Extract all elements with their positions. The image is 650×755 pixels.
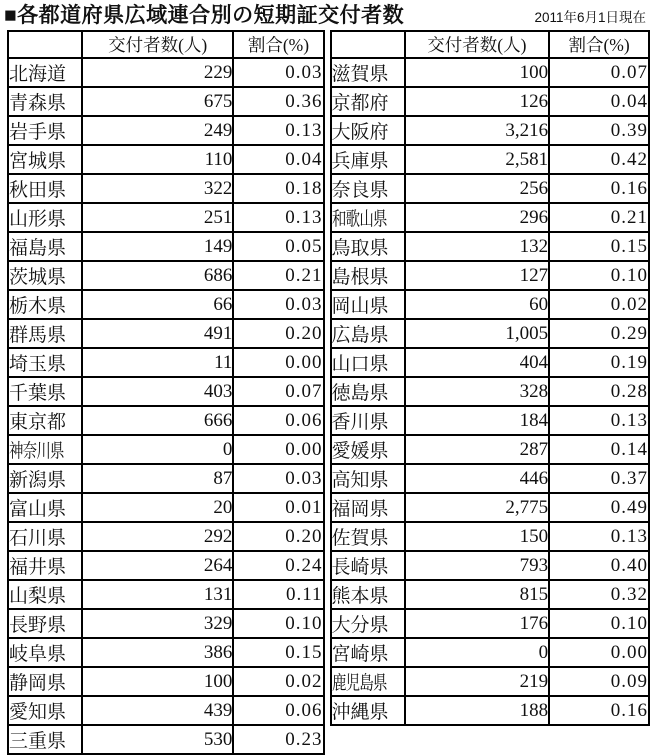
prefecture-name: 栃木県 [9,296,67,317]
prefecture-name: 新潟県 [9,470,67,491]
prefecture-name-cell [8,464,82,493]
recipient-count-cell: 386 [82,638,233,667]
recipient-count-cell: 100 [82,667,233,696]
recipient-count-cell: 66 [82,290,233,319]
corner-cell [8,31,82,58]
prefecture-name-cell [331,551,405,580]
prefecture-name-cell [331,145,405,174]
prefecture-name: 青森県 [9,93,67,114]
prefecture-name-cell [331,464,405,493]
prefecture-name-cell [8,725,82,754]
recipient-count-cell: 446 [405,464,550,493]
prefecture-name-cell [331,696,405,725]
prefecture-name-cell [331,116,405,145]
table-row [331,580,649,609]
ratio-cell: 0.21 [549,203,649,232]
ratio-cell: 0.32 [549,580,649,609]
prefecture-name: 熊本県 [331,586,389,607]
table-row [331,667,649,696]
prefecture-name-cell [331,348,405,377]
ratio-cell: 0.06 [233,696,323,725]
prefecture-name-cell [331,493,405,522]
table-row [8,377,324,406]
ratio-cell: 0.16 [549,696,649,725]
prefecture-name-cell [331,290,405,319]
prefecture-name-cell [8,609,82,638]
prefecture-name-cell [8,493,82,522]
ratio-cell: 0.39 [549,116,649,145]
ratio-cell: 0.10 [233,609,323,638]
prefecture-name-cell [8,406,82,435]
table-row [331,551,649,580]
prefecture-name: 徳島県 [331,383,389,404]
recipient-count-cell: 11 [82,348,233,377]
ratio-cell: 0.19 [549,348,649,377]
prefecture-name-cell [331,319,405,348]
recipient-count-cell: 530 [82,725,233,754]
ratio-cell: 0.20 [233,522,323,551]
ratio-cell: 0.00 [233,348,323,377]
table-row [331,609,649,638]
prefecture-name-cell [8,580,82,609]
table-body-left [8,58,324,754]
prefecture-name: 宮崎県 [331,644,389,665]
recipient-count-cell: 491 [82,319,233,348]
prefecture-name-cell [331,522,405,551]
ratio-cell: 0.04 [549,87,649,116]
recipient-count-cell: 184 [405,406,550,435]
recipient-count-cell: 322 [82,174,233,203]
prefecture-name: 山口県 [331,354,389,375]
recipient-count-cell: 296 [405,203,550,232]
ratio-cell: 0.37 [549,464,649,493]
table-row [8,580,324,609]
corner-cell [331,31,405,58]
ratio-cell: 0.42 [549,145,649,174]
recipient-count-cell: 1,005 [405,319,550,348]
prefecture-name: 石川県 [9,528,67,549]
recipient-count-cell: 60 [405,290,550,319]
recipient-count-cell: 404 [405,348,550,377]
recipient-count-cell: 100 [405,58,550,87]
prefecture-name-cell [8,232,82,261]
prefecture-name: 長崎県 [331,557,389,578]
recipient-count-cell: 127 [405,261,550,290]
ratio-cell: 0.06 [233,406,323,435]
ratio-cell: 0.13 [549,406,649,435]
recipient-count-cell: 149 [82,232,233,261]
table-row [8,145,324,174]
ratio-cell: 0.11 [233,580,323,609]
prefecture-name-cell [8,319,82,348]
table-row [8,725,324,754]
ratio-cell: 0.00 [549,638,649,667]
prefecture-name-cell [8,87,82,116]
recipient-count-cell: 249 [82,116,233,145]
ratio-cell: 0.49 [549,493,649,522]
table-row [8,696,324,725]
recipient-count-cell: 256 [405,174,550,203]
prefecture-name: 島根県 [331,267,389,288]
prefecture-table-left [7,30,325,755]
prefecture-name: 岡山県 [331,296,389,317]
prefecture-name: 岐阜県 [9,644,67,665]
table-row [8,232,324,261]
table-row [331,261,649,290]
column-header-ratio: 割合(%) [549,31,649,58]
date-note: 2011年6月1日現在 [534,9,646,25]
recipient-count-cell: 229 [82,58,233,87]
recipient-count-cell: 2,775 [405,493,550,522]
prefecture-name-cell [8,145,82,174]
ratio-cell: 0.02 [549,290,649,319]
prefecture-name: 福岡県 [331,499,389,520]
ratio-cell: 0.00 [233,435,323,464]
table-row [8,435,324,464]
prefecture-name: 茨城県 [9,267,67,288]
table-row [8,493,324,522]
column-header-count: 交付者数(人) [82,31,233,58]
ratio-cell: 0.14 [549,435,649,464]
recipient-count-cell: 188 [405,696,550,725]
prefecture-name: 愛知県 [9,702,67,723]
prefecture-name: 鹿児島県 [331,673,387,694]
recipient-count-cell: 131 [82,580,233,609]
ratio-cell: 0.23 [233,725,323,754]
column-header-ratio: 割合(%) [233,31,323,58]
ratio-cell: 0.13 [233,116,323,145]
ratio-cell: 0.18 [233,174,323,203]
ratio-cell: 0.10 [549,261,649,290]
header-row [8,31,324,58]
prefecture-name: 沖縄県 [331,702,389,723]
table-row [331,319,649,348]
ratio-cell: 0.29 [549,319,649,348]
ratio-cell: 0.10 [549,609,649,638]
prefecture-name-cell [331,638,405,667]
prefecture-name-cell [331,87,405,116]
table-row [331,696,649,725]
ratio-cell: 0.24 [233,551,323,580]
prefecture-name: 香川県 [331,412,389,433]
recipient-count-cell: 264 [82,551,233,580]
prefecture-name: 長野県 [9,615,67,636]
ratio-cell: 0.03 [233,464,323,493]
recipient-count-cell: 675 [82,87,233,116]
prefecture-name: 高知県 [331,470,389,491]
prefecture-name: 北海道 [9,64,67,85]
prefecture-name: 秋田県 [9,180,67,201]
prefecture-name: 神奈川県 [9,441,64,462]
header-row [331,31,649,58]
recipient-count-cell: 686 [82,261,233,290]
table-row [8,174,324,203]
recipient-count-cell: 0 [82,435,233,464]
table-row [8,464,324,493]
prefecture-name-cell [331,435,405,464]
table-row [331,232,649,261]
table-row [8,319,324,348]
recipient-count-cell: 20 [82,493,233,522]
table-row [331,87,649,116]
prefecture-name: 滋賀県 [331,64,389,85]
table-row [331,145,649,174]
prefecture-name-cell [8,435,82,464]
prefecture-name: 愛媛県 [331,441,389,462]
ratio-cell: 0.02 [233,667,323,696]
ratio-cell: 0.05 [233,232,323,261]
prefecture-name-cell [331,667,405,696]
table-body-right [331,58,649,725]
ratio-cell: 0.07 [233,377,323,406]
ratio-cell: 0.40 [549,551,649,580]
ratio-cell: 0.03 [233,290,323,319]
ratio-cell: 0.36 [233,87,323,116]
prefecture-name-cell [8,522,82,551]
recipient-count-cell: 251 [82,203,233,232]
ratio-cell: 0.21 [233,261,323,290]
table-row [8,87,324,116]
recipient-count-cell: 126 [405,87,550,116]
table-row [331,493,649,522]
recipient-count-cell: 2,581 [405,145,550,174]
ratio-cell: 0.04 [233,145,323,174]
prefecture-name: 大阪府 [331,122,389,143]
recipient-count-cell: 0 [405,638,550,667]
prefecture-name: 和歌山県 [331,209,387,230]
recipient-count-cell: 329 [82,609,233,638]
ratio-cell: 0.03 [233,58,323,87]
prefecture-name-cell [8,696,82,725]
prefecture-name: 東京都 [9,412,67,433]
ratio-cell: 0.01 [233,493,323,522]
recipient-count-cell: 292 [82,522,233,551]
prefecture-name: 富山県 [9,499,67,520]
prefecture-name: 鳥取県 [331,238,389,259]
table-row [8,667,324,696]
prefecture-name: 佐賀県 [331,528,389,549]
prefecture-name-cell [331,580,405,609]
table-row [8,290,324,319]
prefecture-name: 宮城県 [9,151,67,172]
recipient-count-cell: 328 [405,377,550,406]
table-row [331,116,649,145]
prefecture-name: 千葉県 [9,383,67,404]
table-row [8,522,324,551]
prefecture-name: 兵庫県 [331,151,389,172]
recipient-count-cell: 132 [405,232,550,261]
column-header-count: 交付者数(人) [405,31,550,58]
prefecture-name: 京都府 [331,93,389,114]
ratio-cell: 0.15 [233,638,323,667]
prefecture-name-cell [331,203,405,232]
prefecture-name-cell [8,667,82,696]
table-row [8,203,324,232]
table-row [331,435,649,464]
table-row [331,638,649,667]
recipient-count-cell: 219 [405,667,550,696]
table-row [331,58,649,87]
ratio-cell: 0.09 [549,667,649,696]
recipient-count-cell: 3,216 [405,116,550,145]
prefecture-name: 広島県 [331,325,389,346]
prefecture-name: 奈良県 [331,180,389,201]
tables-wrap [7,30,650,755]
table-row [8,58,324,87]
prefecture-name-cell [8,174,82,203]
prefecture-name-cell [331,406,405,435]
recipient-count-cell: 287 [405,435,550,464]
prefecture-name: 大分県 [331,615,389,636]
prefecture-table-right [330,30,650,726]
recipient-count-cell: 150 [405,522,550,551]
ratio-cell: 0.07 [549,58,649,87]
recipient-count-cell: 666 [82,406,233,435]
prefecture-name-cell [8,638,82,667]
recipient-count-cell: 793 [405,551,550,580]
title-bar [0,0,650,28]
table-row [331,406,649,435]
recipient-count-cell: 87 [82,464,233,493]
recipient-count-cell: 110 [82,145,233,174]
prefecture-name: 群馬県 [9,325,67,346]
prefecture-name: 埼玉県 [9,354,67,375]
prefecture-name-cell [331,174,405,203]
recipient-count-cell: 176 [405,609,550,638]
ratio-cell: 0.13 [549,522,649,551]
prefecture-name-cell [331,377,405,406]
prefecture-name: 福島県 [9,238,67,259]
ratio-cell: 0.15 [549,232,649,261]
table-row [331,174,649,203]
table-row [8,116,324,145]
prefecture-name-cell [8,116,82,145]
table-row [8,406,324,435]
prefecture-name: 三重県 [9,731,67,752]
table-row [331,377,649,406]
prefecture-name-cell [8,377,82,406]
table-row [331,522,649,551]
table-row [331,290,649,319]
table-row [8,348,324,377]
table-row [8,609,324,638]
prefecture-name-cell [8,348,82,377]
table-row [8,638,324,667]
ratio-cell: 0.20 [233,319,323,348]
page-title: ■各都道府県広域連合別の短期証交付者数 [4,3,405,27]
table-row [331,464,649,493]
table-row [8,551,324,580]
recipient-count-cell: 439 [82,696,233,725]
prefecture-name-cell [8,261,82,290]
prefecture-name-cell [331,609,405,638]
prefecture-name: 静岡県 [9,673,67,694]
ratio-cell: 0.13 [233,203,323,232]
recipient-count-cell: 815 [405,580,550,609]
prefecture-name: 山梨県 [9,586,67,607]
prefecture-name-cell [8,203,82,232]
ratio-cell: 0.16 [549,174,649,203]
table-row [331,348,649,377]
recipient-count-cell: 403 [82,377,233,406]
prefecture-name-cell [331,232,405,261]
prefecture-name: 山形県 [9,209,67,230]
prefecture-name: 岩手県 [9,122,67,143]
prefecture-name: 福井県 [9,557,67,578]
table-row [331,203,649,232]
prefecture-name-cell [8,551,82,580]
prefecture-name-cell [8,290,82,319]
ratio-cell: 0.28 [549,377,649,406]
prefecture-name-cell [331,58,405,87]
prefecture-name-cell [8,58,82,87]
prefecture-name-cell [331,261,405,290]
table-row [8,261,324,290]
